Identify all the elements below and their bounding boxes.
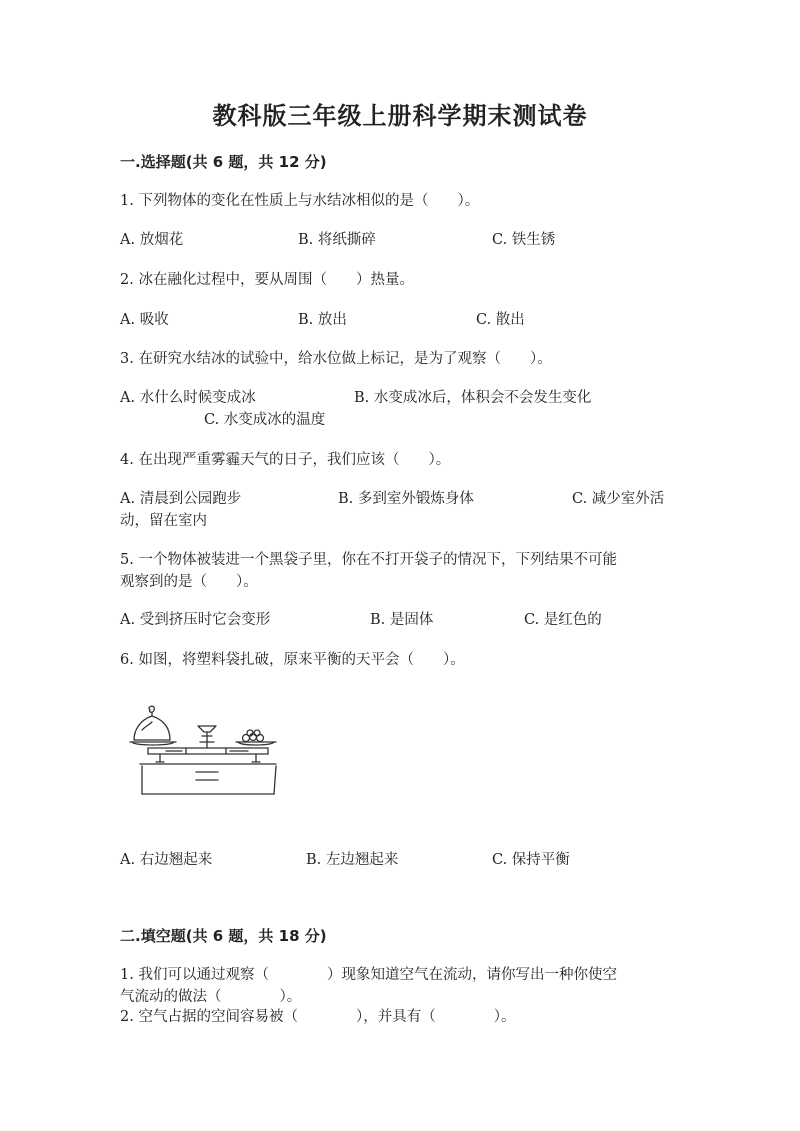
question-4-option-b: B. 多到室外锻炼身体 (338, 491, 474, 507)
question-1-option-c: C. 铁生锈 (492, 232, 556, 248)
exam-title: 教科版三年级上册科学期末测试卷 (212, 102, 588, 130)
question-5-option-b: B. 是固体 (370, 612, 434, 628)
section-heading-fill: 二.填空题(共 6 题，共 18 分) (120, 927, 327, 945)
question-5-stem-line-2: 观察到的是（ ）。 (120, 574, 258, 590)
question-5-option-a: A. 受到挤压时它会变形 (120, 612, 271, 628)
question-6-option-a: A. 右边翘起来 (120, 852, 213, 868)
question-1-option-a: A. 放烟花 (120, 232, 184, 248)
question-4-stem: 4. 在出现严重雾霾天气的日子，我们应该（ ）。 (120, 452, 451, 468)
section-heading-choice: 一.选择题(共 6 题，共 12 分) (120, 153, 327, 171)
balance-scale-figure (126, 702, 278, 802)
question-3-option-a: A. 水什么时候变成冰 (120, 390, 256, 406)
question-5-option-c: C. 是红色的 (524, 612, 602, 628)
question-3-stem: 3. 在研究水结冰的试验中，给水位做上标记，是为了观察（ ）。 (120, 351, 552, 367)
question-4-option-c-continued: 动，留在室内 (120, 513, 207, 529)
fill-question-1-line-2: 气流动的做法（ ）。 (120, 989, 302, 1005)
question-3-option-b: B. 水变成冰后，体积会不会发生变化 (354, 390, 592, 406)
fill-question-1-line-1: 1. 我们可以通过观察（ ）现象知道空气在流动，请你写出一种你使空 (120, 967, 617, 983)
question-2-option-c: C. 散出 (476, 312, 525, 328)
question-5-stem-line-1: 5. 一个物体被装进一个黑袋子里，你在不打开袋子的情况下，下列结果不可能 (120, 552, 617, 568)
fill-question-2: 2. 空气占据的空间容易被（ ），并具有（ ）。 (120, 1009, 516, 1025)
question-6-option-b: B. 左边翘起来 (306, 852, 399, 868)
question-3-option-c: C. 水变成冰的温度 (204, 412, 326, 428)
question-1-option-b: B. 将纸撕碎 (298, 232, 376, 248)
question-4-option-a: A. 清晨到公园跑步 (120, 491, 242, 507)
question-4-option-c: C. 减少室外活 (572, 491, 665, 507)
question-6-stem: 6. 如图，将塑料袋扎破，原来平衡的天平会（ ）。 (120, 652, 465, 668)
question-2-stem: 2. 冰在融化过程中，要从周围（ ）热量。 (120, 272, 414, 288)
question-2-option-b: B. 放出 (298, 312, 347, 328)
question-2-option-a: A. 吸收 (120, 312, 169, 328)
question-1-stem: 1. 下列物体的变化在性质上与水结冰相似的是（ ）。 (120, 193, 480, 209)
question-6-option-c: C. 保持平衡 (492, 852, 570, 868)
